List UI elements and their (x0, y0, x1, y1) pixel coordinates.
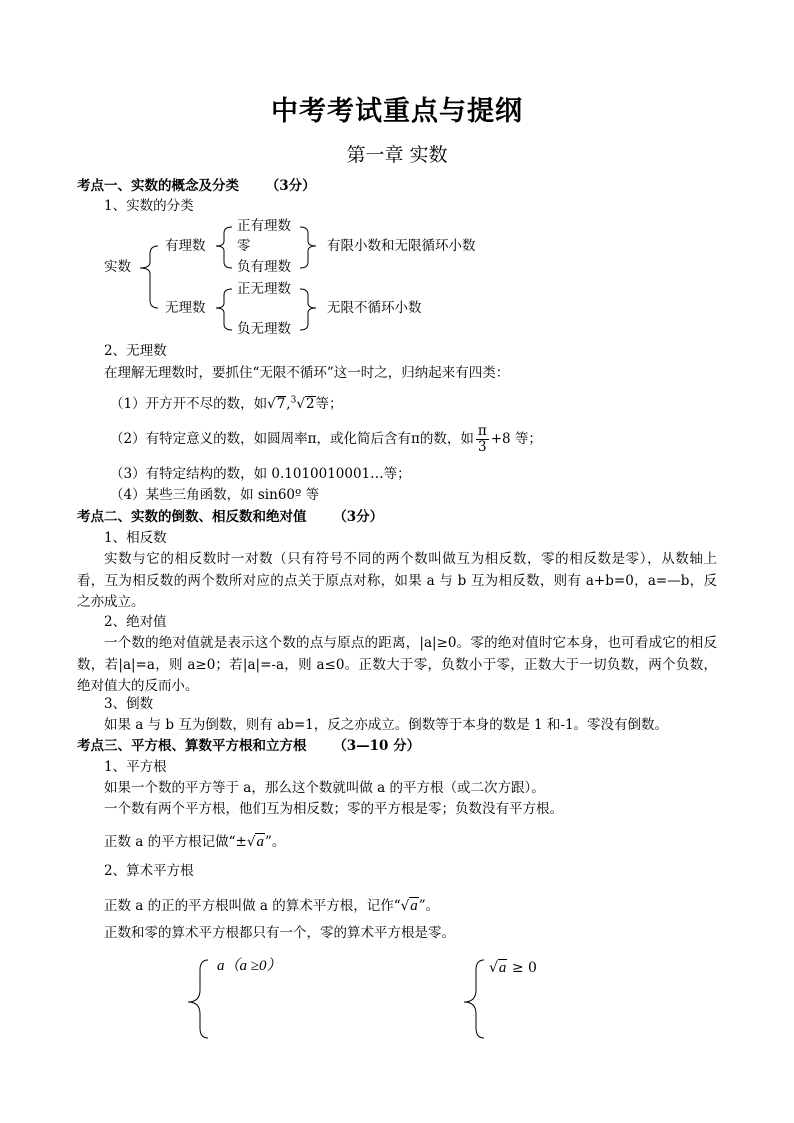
irrational-right-brace (300, 289, 316, 330)
sqrt-7-radicand: 7 (276, 396, 286, 412)
tree-irrational-note: 无限不循环小数 (327, 300, 422, 316)
irrational-case-3: （3）有特定结构的数，如 0.1010010001…等； (110, 466, 411, 482)
section-3-heading (77, 740, 420, 754)
subheading-absolute: 2、绝对值 (104, 614, 167, 630)
case-2-suffix: +8 等； (490, 430, 542, 447)
subheading-real-classification: 1、实数的分类 (104, 198, 194, 214)
tree-zero: 零 (237, 238, 251, 254)
irrational-left-brace (216, 289, 232, 330)
sqrt-a-radicand: a (256, 834, 264, 850)
cases-right-line (489, 959, 537, 977)
arithmetic-root-property: 正数和零的算术平方根都只有一个，零的算术平方根是零。 (104, 925, 455, 941)
opposite-paragraph: 实数与它的相反数时一对数（只有符号不同的两个数叫做互为相反数，零的相反数是零），从数轴上看，互为相反数的两个数所对应的点关于原点对称，如果 a 与 b 互为相反数，则有 a+b=0，a=—b，反之亦成立。 (77, 551, 717, 610)
subheading-square-root: 1、平方根 (104, 759, 167, 775)
subheading-reciprocal: 3、倒数 (104, 696, 154, 712)
notation-suffix: ”。 (264, 834, 286, 850)
section-3-title: 考点三、平方根、算数平方根和立方根 (77, 738, 307, 754)
case-right-radicand: a (498, 960, 507, 976)
rational-right-brace (300, 227, 316, 268)
case-1-text: （1）开方开不尽的数，如 (110, 396, 268, 412)
cases-right-brace (464, 960, 484, 1038)
fraction-denominator: 3 (477, 438, 487, 455)
square-root-definition: 如果一个数的平方等于 a，那么这个数就叫做 a 的平方根（或二次方跟）。 (104, 780, 545, 796)
page-title: 中考考试重点与提纲 (271, 96, 523, 127)
root-brace (140, 246, 158, 308)
sqrt-7: √7 (267, 396, 286, 412)
tree-negative-rational: 负有理数 (237, 259, 291, 275)
tree-root-real: 实数 (104, 259, 131, 275)
arithmetic-suffix: ”。 (418, 898, 440, 914)
arithmetic-sqrt-a: √a (400, 898, 418, 914)
irrational-case-2 (110, 424, 542, 455)
section-2-title: 考点二、实数的倒数、相反数和绝对值 (77, 509, 307, 525)
pi-over-3-fraction (476, 424, 489, 455)
section-2-heading (77, 511, 383, 525)
section-1-title: 考点一、实数的概念及分类 (77, 178, 239, 194)
square-root-notation (104, 833, 285, 851)
tree-positive-irrational: 正无理数 (237, 281, 291, 297)
section-1-score: （3分） (265, 178, 316, 194)
arithmetic-prefix: 正数 a 的正的平方根叫做 a 的算术平方根，记作“ (104, 898, 401, 914)
absolute-paragraph: 一个数的绝对值就是表示这个数的点与原点的距离，|a|≥0。零的绝对值时它本身，也可看成它的相反数，若|a|=a，则 a≥0；若|a|=-a，则 a≤0。正数大于零，负数小于零，正数大于一切负数，两个负数，绝对值大的反而小。 (77, 635, 717, 694)
rational-left-brace (216, 227, 232, 268)
subheading-arithmetic-root: 2、算术平方根 (104, 863, 194, 879)
section-2-score: （3分） (333, 509, 384, 525)
tree-rational-note: 有限小数和无限循环小数 (327, 238, 476, 254)
irrational-intro: 在理解无理数时，要抓住“无限不循环”这一时之，归纳起来有四类： (104, 365, 510, 381)
square-root-properties: 一个数有两个平方根，他们互为相反数；零的平方根是零；负数没有平方根。 (104, 801, 563, 817)
case-right-sqrt: √a (489, 960, 507, 976)
cube-root-radicand: 2 (305, 396, 315, 412)
case-1-suffix: 等； (315, 396, 343, 412)
case-left-expression: a（a ≥0） (217, 958, 282, 974)
notation-prefix: 正数 a 的平方根记做“± (104, 834, 247, 850)
section-3-score: （3—10 分） (333, 738, 421, 754)
sqrt-a: √a (246, 834, 264, 850)
arithmetic-sqrt-radicand: a (410, 898, 418, 914)
tree-positive-rational: 正有理数 (237, 218, 291, 234)
cases-left-line (217, 959, 281, 974)
tree-rational: 有理数 (165, 238, 206, 254)
case-right-suffix: ≥ 0 (511, 960, 537, 976)
cases-left-brace (188, 960, 208, 1038)
case-1-separator: , (286, 396, 291, 412)
subheading-irrational: 2、无理数 (104, 343, 167, 359)
subheading-opposite: 1、相反数 (104, 530, 167, 546)
chapter-heading: 第一章 实数 (346, 144, 448, 166)
cube-root-index: 3 (290, 395, 297, 406)
cube-root-2: √2 (296, 396, 315, 412)
tree-irrational: 无理数 (165, 300, 206, 316)
tree-negative-irrational: 负无理数 (237, 321, 291, 337)
fraction-numerator: π (477, 423, 487, 439)
irrational-case-4: （4）某些三角函数，如 sin60º 等 (110, 487, 320, 503)
case-2-text: （2）有特定意义的数，如圆周率π，或化简后含有π的数，如 (110, 430, 474, 447)
reciprocal-paragraph: 如果 a 与 b 互为倒数，则有 ab=1，反之亦成立。倒数等于本身的数是 1 和-1。零没有倒数。 (104, 717, 669, 733)
arithmetic-root-definition (104, 897, 439, 915)
irrational-case-1 (110, 396, 343, 412)
